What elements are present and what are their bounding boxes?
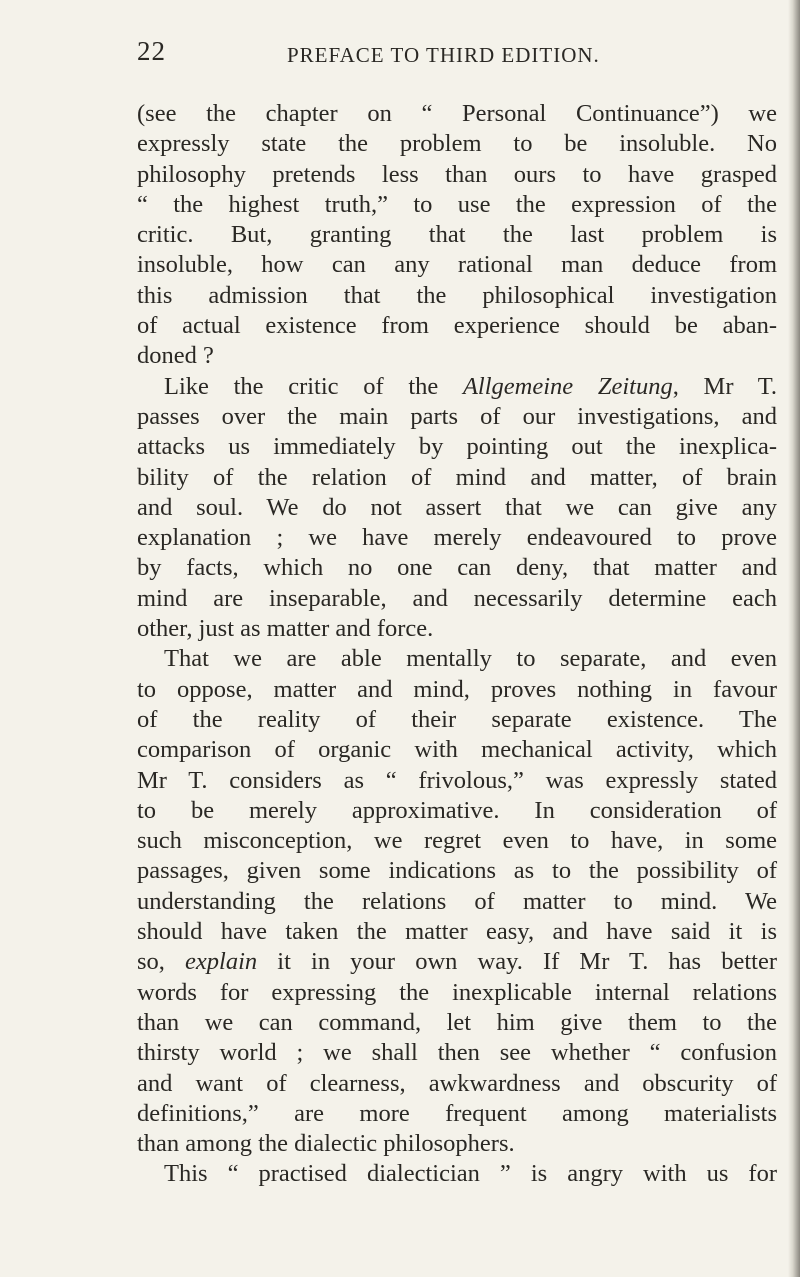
page-number: 22 (137, 36, 166, 66)
text-line: definitions,” are more frequent among materialists (137, 1099, 777, 1127)
text-line: this admission that the philosophical investigation (137, 281, 777, 309)
text-line: insoluble, how can any rational man deduce from (137, 251, 777, 279)
text-line: and soul. We do not assert that we can give any (137, 493, 777, 521)
italic-phrase: explain (185, 948, 258, 976)
text-line: such misconception, we regret even to have, in some (137, 827, 777, 855)
text-line: This “ practised dialectician ” is angry with us for (164, 1160, 777, 1188)
text-line: comparison of organic with mechanical activity, which (137, 736, 777, 764)
text-line: Mr T. considers as “ frivolous,” was expressly stated (137, 766, 777, 794)
text-line: understanding the relations of matter to mind. We (137, 887, 777, 915)
text-line: by facts, which no one can deny, that matter and (137, 554, 777, 582)
text-line: other, just as matter and force. (137, 615, 434, 643)
text-line: so, explain it in your own way. If Mr T. has better (137, 948, 777, 976)
text-line: of the reality of their separate existence. The (137, 705, 777, 733)
text-line: critic. But, granting that the last problem is (137, 221, 777, 249)
text-line: “ the highest truth,” to use the expression of the (137, 190, 777, 218)
text-line: and want of clearness, awkwardness and obscurity of (137, 1069, 777, 1097)
text-line: to oppose, matter and mind, proves nothing in favour (137, 675, 777, 703)
body-text (137, 99, 777, 1190)
text-line: bility of the relation of mind and matter, of brain (137, 463, 777, 491)
text-line: thirsty world ; we shall then see whether “ confusion (137, 1039, 777, 1067)
page-header (137, 36, 777, 76)
text-line: passages, given some indications as to the possibility of (137, 857, 777, 885)
text-line: expressly state the problem to be insoluble. No (137, 130, 777, 158)
page-edge-shadow (788, 0, 800, 1277)
italic-phrase: Allgemeine Zeitung (462, 372, 673, 400)
text-line: than we can command, let him give them to the (137, 1008, 777, 1036)
text-line: passes over the main parts of our investigations, and (137, 402, 777, 430)
text-line: to be merely approximative. In consideration of (137, 796, 777, 824)
running-head: PREFACE TO THIRD EDITION. (287, 43, 600, 67)
text-line: Like the critic of the Allgemeine Zeitung, Mr T. (164, 372, 777, 400)
text-line: doned ? (137, 342, 214, 370)
text-line: of actual existence from experience should be aban- (137, 312, 777, 340)
text-line: philosophy pretends less than ours to have grasped (137, 160, 777, 188)
text-line: explanation ; we have merely endeavoured to prove (137, 524, 777, 552)
text-line: That we are able mentally to separate, and even (164, 645, 777, 673)
text-line: words for expressing the inexplicable internal relations (137, 978, 777, 1006)
text-line: should have taken the matter easy, and have said it is (137, 918, 777, 946)
text-line: than among the dialectic philosophers. (137, 1130, 515, 1158)
text-line: mind are inseparable, and necessarily determine each (137, 584, 777, 612)
text-line: attacks us immediately by pointing out the inexplica- (137, 433, 777, 461)
text-line: (see the chapter on “ Personal Continuance”) we (137, 100, 777, 127)
